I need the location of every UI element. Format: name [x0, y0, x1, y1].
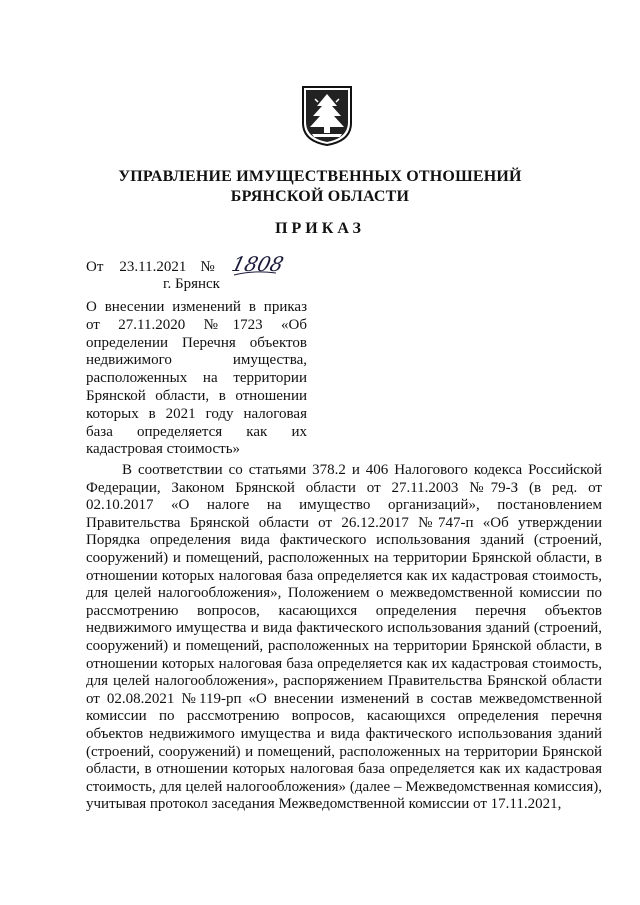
order-number-handwritten	[229, 249, 287, 279]
organization-name-line2: БРЯНСКОЙ ОБЛАСТИ	[230, 188, 410, 205]
order-date: 23.11.2021	[119, 259, 187, 275]
date-prefix: От	[86, 259, 104, 275]
organization-name-line1: УПРАВЛЕНИЕ ИМУЩЕСТВЕННЫХ ОТНОШЕНИЙ	[118, 168, 522, 185]
bryansk-coat-of-arms-icon	[301, 85, 353, 147]
svg-text:1808: 1808	[229, 252, 287, 276]
body-paragraph: В соответствии со статьями 378.2 и 406 Налогового кодекса Российской Федерации, Законом Брянской области от 27.11.2003 №79-З (в ред. от 02.10.2017 «О налоге на имущество организаций», постановлением Правительства Брянской области от 26.12.2017 №747-п «Об утверждении Порядка определения вида фактического использования зданий (строений, сооружений) и помещений, расположенных на территории Брянской области, в отношении которых налоговая база определяется как их кадастровая стоимость, для целей налогообложения», Положением о межведомственной комиссии по рассмотрению вопросов, касающихся определения перечня объектов недвижимого имущества и вида фактического использования зданий (строений, сооружений) и помещений, расположенных на территории Брянской области, в отношении которых налоговая база определяется как их кадастровая стоимость, для целей налогообложения», распоряжением Правительства Брянской области от 02.08.2021 №119-рп «О внесении изменений в состав межведомственной комиссии по рассмотрению вопросов, касающихся определения перечня объектов недвижимого имущества и вида фактического использования зданий (строений, сооружений) и помещений, расположенных на территории Брянской области, в отношении которых налоговая база определяется как их кадастровая стоимость, для целей налогообложения» (далее – Межведомственная комиссия), учитывая протокол заседания Межведомственной комиссии от 17.11.2021,	[86, 462, 602, 813]
number-prefix: №	[200, 259, 215, 275]
order-date-line	[86, 259, 215, 276]
city-name: г. Брянск	[163, 276, 220, 292]
order-subject: О внесении изменений в приказ от 27.11.2020 №1723 «Об определении Перечня объектов недвижимого имущества, расположенных на территории Брянской области, в отношении которых в 2021 году налоговая база определяется как их кадастровая стоимость»	[86, 299, 307, 458]
document-type-title: ПРИКАЗ	[275, 220, 365, 237]
